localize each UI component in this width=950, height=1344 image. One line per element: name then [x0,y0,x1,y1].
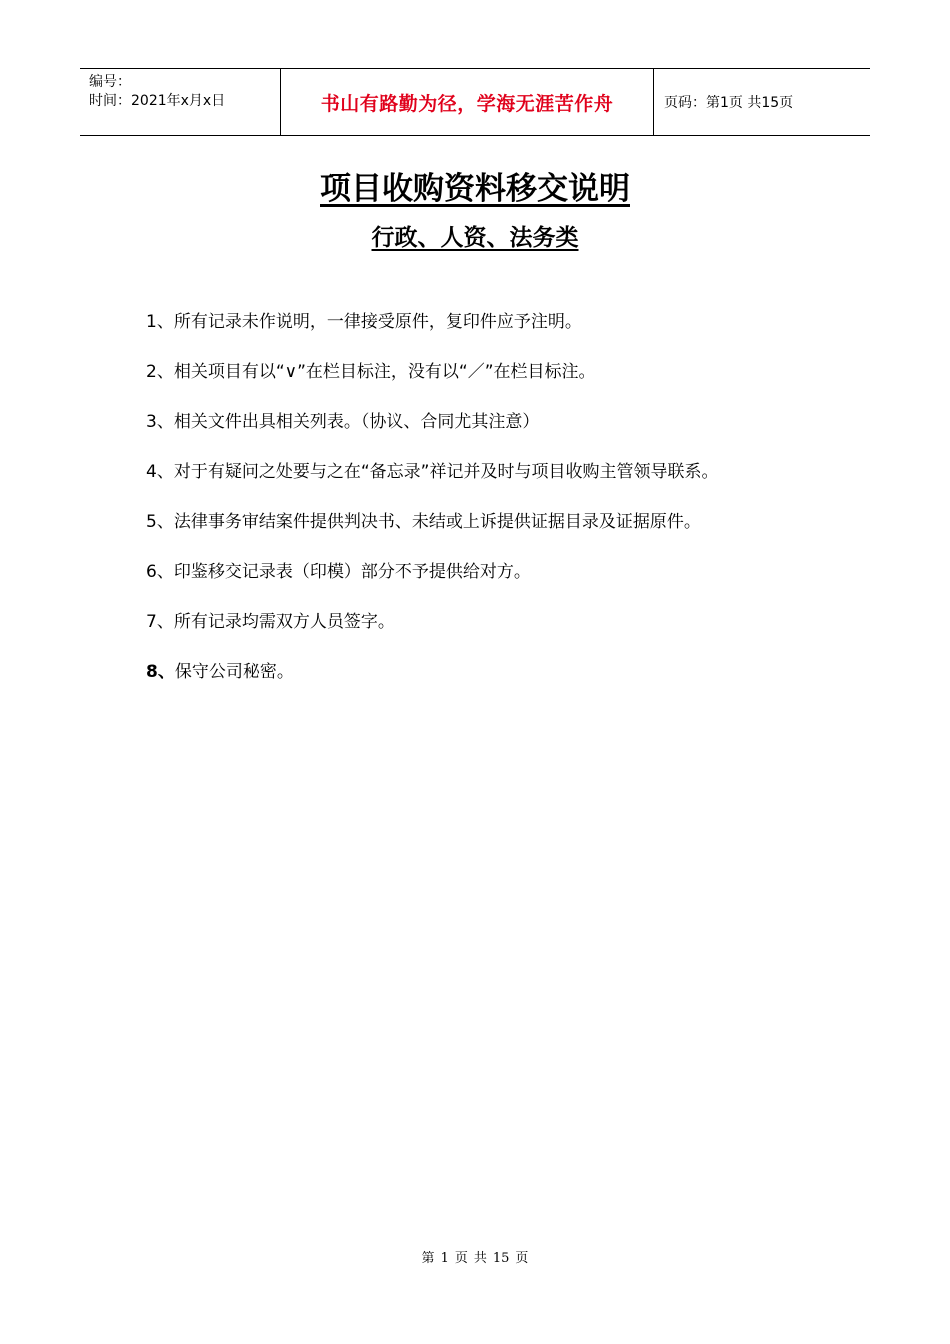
item-text: 相关文件出具相关列表。（协议、合同尤其注意） [173,412,540,432]
item-number: 7、 [146,612,174,632]
footer-gong: 共 [473,1251,487,1266]
list-item [146,309,866,359]
instruction-list [146,309,866,709]
list-item [146,509,866,559]
motto-text: 书山有路勤为径，学海无涯苦作舟 [320,92,614,115]
item-text: 法律事务审结案件提供判决书、未结或上诉提供证据目录及证据原件。 [173,512,701,532]
item-text: 所有记录未作说明，一律接受原件，复印件应予注明。 [173,312,582,332]
header-motto-cell [281,69,654,135]
footer-total-pages: 15 [492,1251,510,1266]
item-text: 相关项目有以“∨”在栏目标注，没有以“／”在栏目标注。 [173,362,596,382]
header-page-cell [654,69,870,135]
footer-ye2: 页 [515,1251,529,1266]
list-item [146,359,866,409]
footer-di: 第 [421,1251,435,1266]
list-item [146,659,866,709]
header-meta-cell [80,69,281,135]
document-title: 项目收购资料移交说明 [320,171,630,207]
document-header [80,68,870,136]
item-number: 1、 [146,312,174,332]
page-info: 页码：第1页 共15页 [664,95,794,111]
list-item [146,409,866,459]
footer-page-number: 1 [440,1251,449,1266]
list-item [146,459,866,509]
item-number: 2、 [146,362,174,382]
item-text: 对于有疑问之处要与之在“备忘录”祥记并及时与项目收购主管领导联系。 [173,462,719,482]
document-subtitle: 行政、人资、法务类 [371,225,579,251]
item-text: 保守公司秘密。 [174,662,294,682]
number-label: 编号： [89,74,131,90]
item-number: 3、 [146,412,174,432]
item-number: 8、 [146,662,175,682]
page-footer [0,1247,950,1266]
list-item [146,609,866,659]
footer-ye: 页 [454,1251,468,1266]
item-number: 4、 [146,462,174,482]
item-number: 5、 [146,512,174,532]
item-text: 印鉴移交记录表（印模）部分不予提供给对方。 [173,562,531,582]
list-item [146,559,866,609]
item-text: 所有记录均需双方人员签字。 [173,612,395,632]
time-label: 时间：2021年x月x日 [89,93,226,109]
item-number: 6、 [146,562,174,582]
